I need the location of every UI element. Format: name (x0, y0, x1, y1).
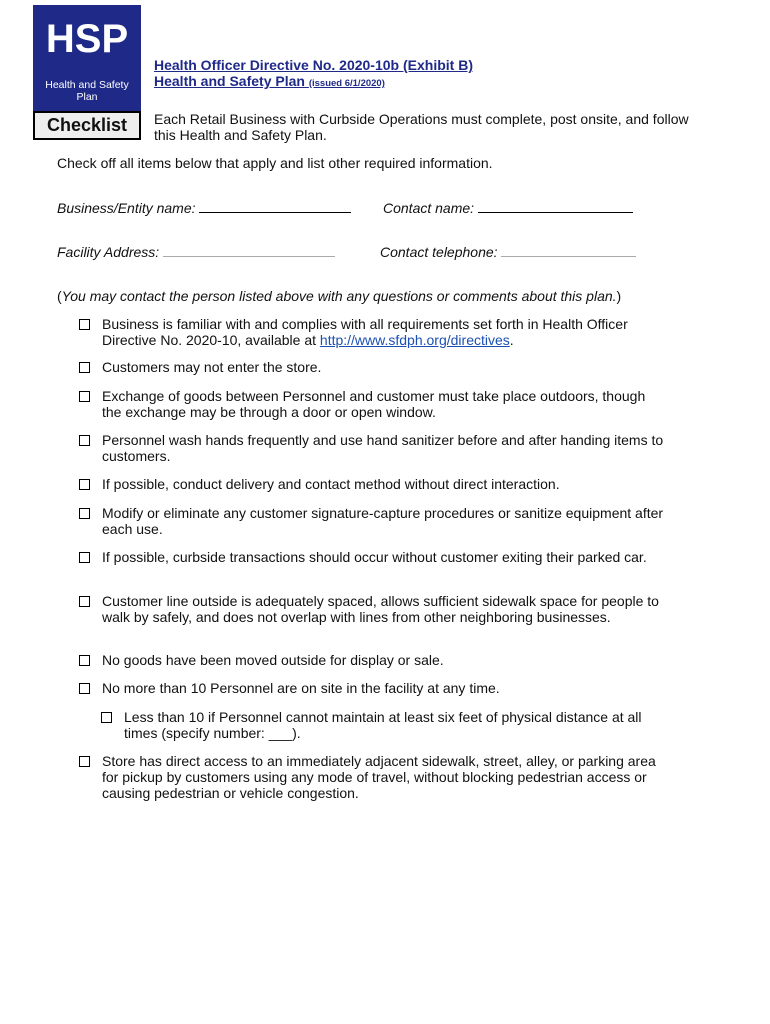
checklist-item-direct-access (79, 753, 669, 801)
logo-subtitle-line2: Plan (76, 91, 98, 103)
checkbox[interactable] (79, 683, 90, 694)
checklist-badge: Checklist (33, 111, 141, 140)
intro-text: Each Retail Business with Curbside Operations must complete, post onsite, and follow this Health and Safety Plan. (154, 111, 689, 143)
contact-note (57, 288, 621, 304)
business-name-label: Business/Entity name: (57, 200, 196, 216)
checklist-item-text: Customers may not enter the store. (102, 359, 322, 375)
checkbox[interactable] (79, 391, 90, 402)
checkbox[interactable] (79, 508, 90, 519)
note-open-paren: ( (57, 288, 62, 304)
checkbox[interactable] (79, 362, 90, 373)
checkbox[interactable] (79, 655, 90, 666)
contact-telephone-input[interactable] (501, 243, 636, 257)
checklist-item-text: No more than 10 Personnel are on site in the facility at any time. (102, 680, 500, 696)
checklist-item-no-contact-delivery (79, 476, 679, 492)
item-text-after: . (509, 332, 514, 348)
checklist-item-hand-washing (79, 432, 679, 464)
checklist-item-text: Less than 10 if Personnel cannot maintain at least six feet of physical distance at all times (specify number: ___). (124, 709, 642, 741)
checklist-item-text: Customer line outside is adequately spaced, allows sufficient sidewalk space for people to walk by safely, and does not overlap with lines from other neighboring businesses. (102, 593, 659, 625)
checklist-item-no-outside-display (79, 652, 679, 668)
checklist-item-text: No goods have been moved outside for display or sale. (102, 652, 444, 668)
checkbox[interactable] (79, 756, 90, 767)
directive-title: Health Officer Directive No. 2020-10b (Exhibit B) (154, 57, 473, 73)
logo-subtitle (33, 79, 141, 103)
facility-address-label: Facility Address: (57, 244, 160, 260)
issued-date: (issued 6/1/2020) (308, 78, 385, 89)
checklist-item-text: Personnel wash hands frequently and use hand sanitizer before and after handing items to customers. (102, 432, 664, 464)
business-name-input[interactable] (199, 199, 351, 213)
plan-title-text: Health and Safety Plan (154, 73, 305, 89)
checklist-item-text: If possible, conduct delivery and contact method without direct interaction. (102, 476, 560, 492)
checkbox[interactable] (79, 479, 90, 490)
contact-name-input[interactable] (478, 199, 633, 213)
contact-name-field (383, 199, 633, 216)
checklist-item-personnel-limit (79, 680, 679, 696)
checklist-item-text (102, 316, 679, 348)
item-text-before: Business is familiar with and complies with all requirements set forth in Health Officer Directive No. 2020-10, available at (102, 316, 628, 348)
note-text: You may contact the person listed above with any questions or comments about this plan. (61, 288, 617, 304)
contact-name-label: Contact name: (383, 200, 475, 216)
facility-address-input[interactable] (163, 243, 335, 257)
checkbox[interactable] (79, 596, 90, 607)
checkbox[interactable] (101, 712, 112, 723)
checkbox[interactable] (79, 319, 90, 330)
hsp-logo (33, 5, 141, 113)
business-name-field (57, 199, 351, 216)
note-close-paren: ) (616, 288, 622, 304)
checkbox[interactable] (79, 435, 90, 446)
checklist-item-line-spacing (79, 593, 659, 625)
checklist-item-text: Modify or eliminate any customer signature-capture procedures or sanitize equipment after each use. (102, 505, 664, 537)
checklist-item-curbside-in-car (79, 549, 679, 565)
checklist-subitem-personnel-distance (101, 709, 671, 741)
checkbox[interactable] (79, 552, 90, 563)
facility-address-field (57, 243, 335, 260)
checklist-item-text: Exchange of goods between Personnel and customer must take place outdoors, though the exchange may be through a door or open window. (102, 388, 646, 420)
instruction-text: Check off all items below that apply and list other required information. (57, 155, 493, 171)
logo-acronym: HSP (45, 17, 129, 61)
checklist-item-text: Store has direct access to an immediately adjacent sidewalk, street, alley, or parking area for pickup by customers using any mode of travel, without blocking pedestrian access or causing pedestrian or vehicle congestion. (102, 753, 656, 801)
checklist-item-signature-capture (79, 505, 679, 537)
contact-telephone-label: Contact telephone: (380, 244, 498, 260)
plan-title (154, 73, 385, 92)
checklist-item-no-entry (79, 359, 679, 375)
checklist-item-directive (79, 316, 679, 348)
logo-subtitle-line1: Health and Safety (45, 79, 129, 91)
directives-link[interactable]: http://www.sfdph.org/directives (319, 332, 510, 348)
checklist-item-outdoor-exchange (79, 388, 659, 420)
contact-telephone-field (380, 243, 636, 260)
checklist-item-text: If possible, curbside transactions should occur without customer exiting their parked car. (102, 549, 647, 565)
